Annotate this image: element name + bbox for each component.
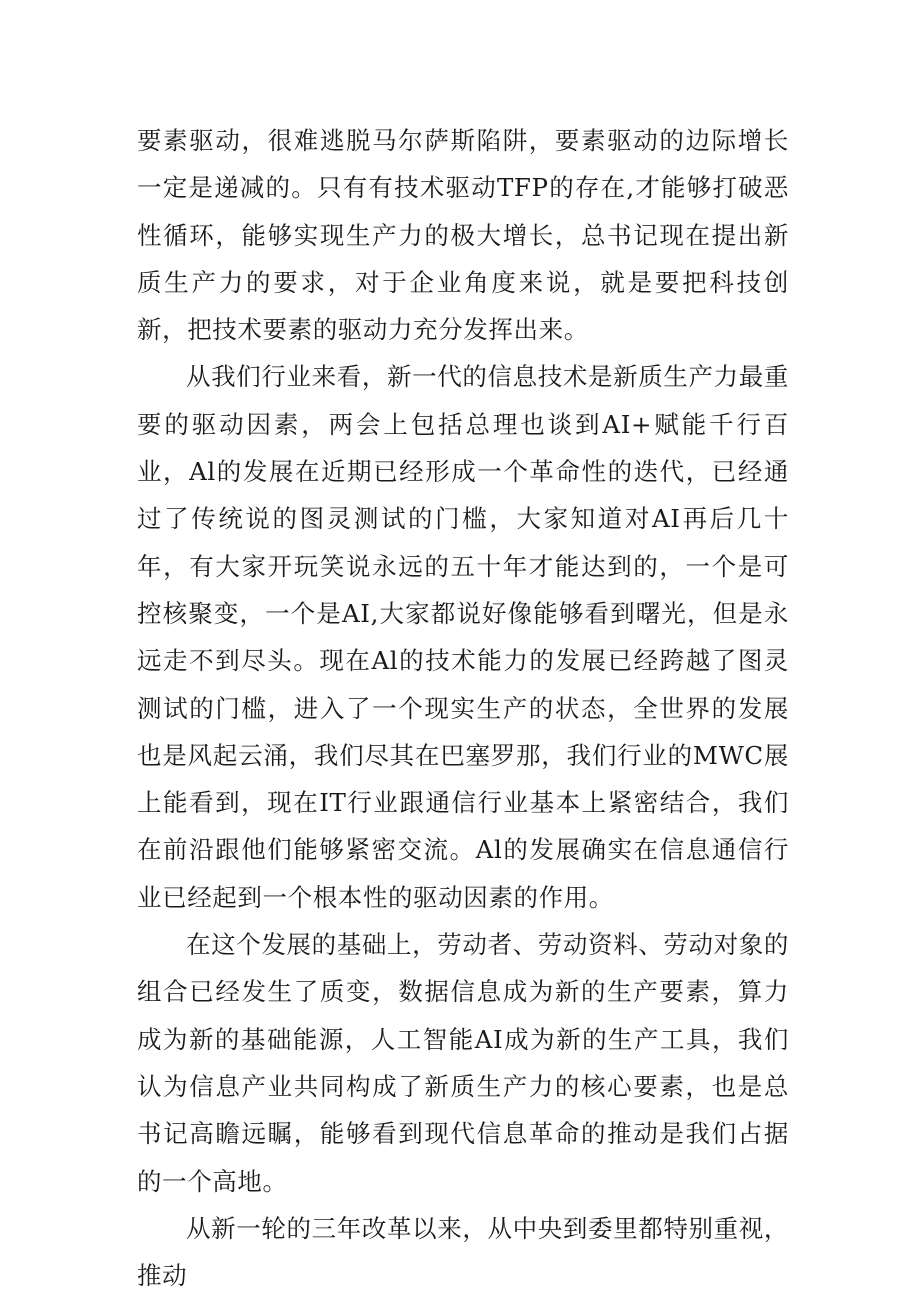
body-text — [137, 117, 789, 1299]
paragraph-4: 从新一轮的三年改革以来，从中央到委里都特别重视，推动 — [137, 1213, 789, 1291]
paragraph-1: 要素驱动，很难逃脱马尔萨斯陷阱，要素驱动的边际增长一定是递减的。只有有技术驱动TFP的存在,才能够打破恶性循环，能够实现生产力的极大增长，总书记现在提出新质生产力的要求，对于企业角度来说，就是要把科技创新，把技术要素的驱动力充分发挥出来。 — [137, 126, 789, 345]
paragraph-3: 在这个发展的基础上，劳动者、劳动资料、劳动对象的组合已经发生了质变，数据信息成为新的生产要素，算力成为新的基础能源，人工智能AI成为新的生产工具，我们认为信息产业共同构成了新质生产力的核心要素，也是总书记高瞻远瞩，能够看到现代信息革命的推动是我们占据的一个高地。 — [137, 930, 789, 1196]
paragraph-2: 从我们行业来看，新一代的信息技术是新质生产力最重要的驱动因素，两会上包括总理也谈到AI+赋能千行百业，Al的发展在近期已经形成一个革命性的迭代，已经通过了传统说的图灵测试的门槛，大家知道对AI再后几十年，有大家开玩笑说永远的五十年才能达到的，一个是可控核聚变，一个是AI,大家都说好像能够看到曙光，但是永远走不到尽头。现在Al的技术能力的发展已经跨越了图灵测试的门槛，进入了一个现实生产的状态，全世界的发展也是风起云涌，我们尽其在巴塞罗那，我们行业的MWC展上能看到，现在IT行业跟通信行业基本上紧密结合，我们在前沿跟他们能够紧密交流。Al的发展确实在信息通信行业已经起到一个根本性的驱动因素的作用。 — [137, 362, 789, 912]
